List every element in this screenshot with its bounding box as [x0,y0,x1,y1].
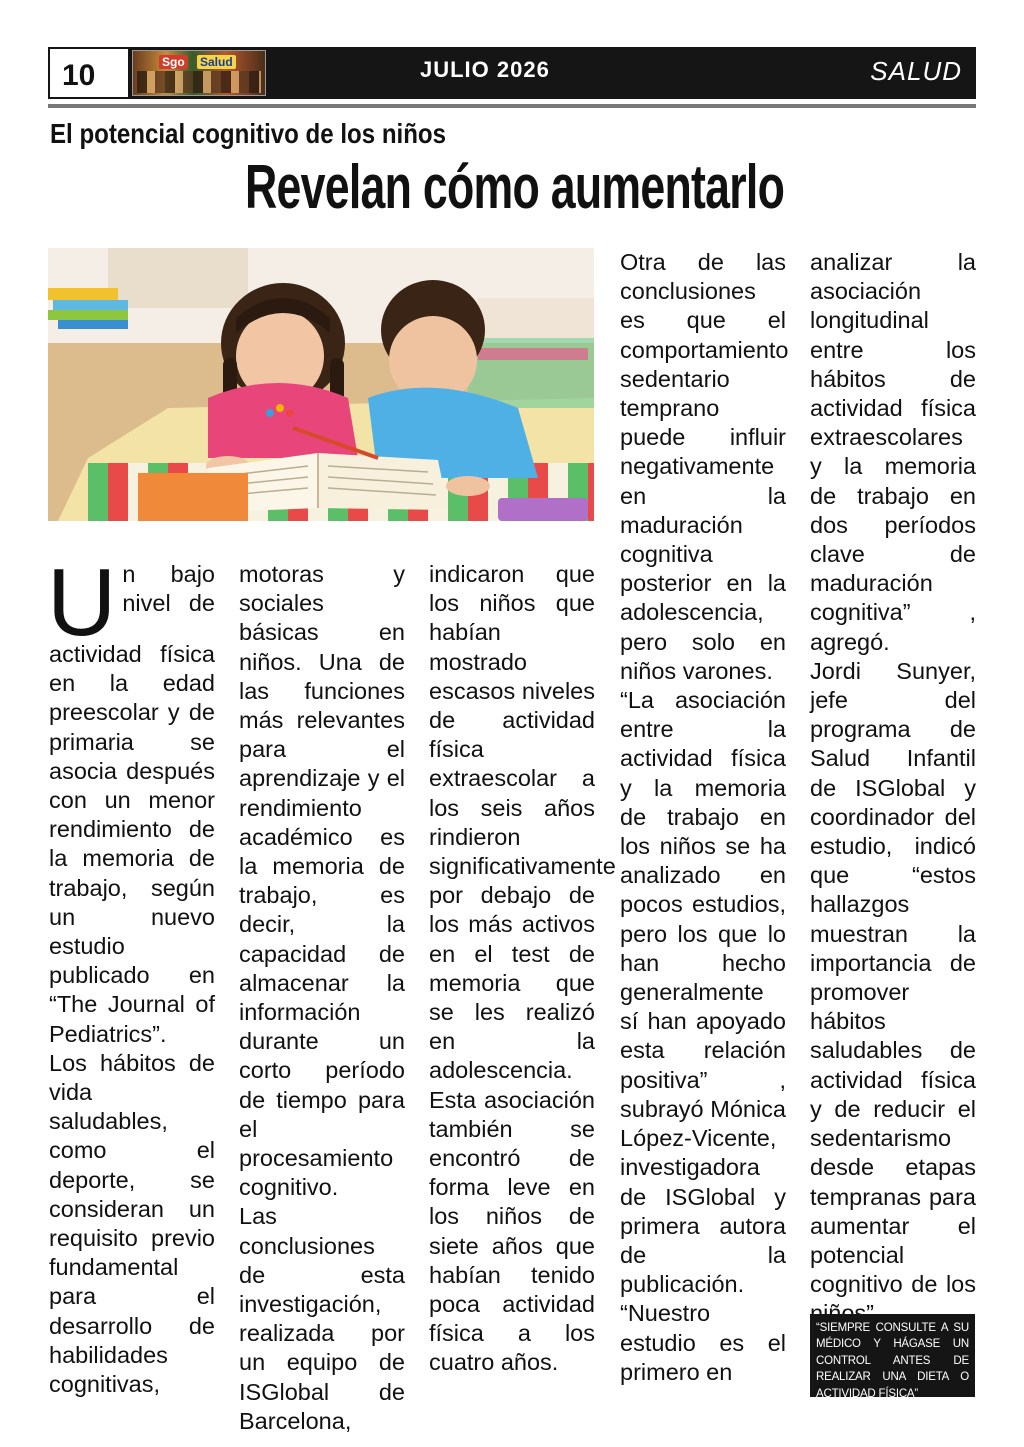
paragraph: Las conclusiones de esta investigación, realizada por un equipo de ISGlobal de Barcelona, [239,1203,405,1434]
section-name: SALUD [870,56,962,86]
issue-date: JULIO 2026 [420,57,550,82]
page-number-box [48,47,130,99]
logo-text-sgo: Sgo [159,55,188,69]
children-reading-illustration [48,248,594,521]
paragraph: motoras y sociales básicas en niños. Una de las funciones más relevantes para el aprendizaje y el rendimiento académico es la memoria de trabajo, es decir, la capacidad de almacenar la información durante un corto período de tiempo para el procesamiento cognitivo. [239,561,405,1201]
paragraph: indicaron que los niños que habían mostrado escasos niveles de actividad física extraescolar a los seis años rindieron significativamente por debajo de los más activos en el test de memoria que se les realizó en la adolescencia. [429,561,616,1084]
paragraph: Otra de las conclusiones es que el comportamiento sedentario temprano puede influir negativamente en la maduración cognitiva posterior en la adolescencia, pero solo en niños varones. [620,249,789,684]
article-photo [48,248,594,521]
paragraph: n bajo nivel de actividad física en la edad preescolar y de primaria se asocia después con un menor rendimiento de la memoria de trabajo, según un nuevo estudio publicado en “The Journal of Pediatrics”. [49,561,215,1047]
paragraph: Jordi Sunyer, jefe del programa de Salud Infantil de ISGlobal y coordinador del estudio, indicó que “estos hallazgos muestran la importancia de promover hábitos saludables de actividad física y de reducir el sedentarismo desde etapas tempranas para aumentar el potencial cognitivo de los [810,657,976,1298]
article-kicker: El potencial cognitivo de los niños [50,118,447,149]
paragraph: analizar la asociación longitudinal entre los hábitos de actividad física extraescolares y la memoria de trabajo en dos períodos clave de maduración cognitiva” , agregó. [810,249,976,655]
health-disclaimer-box: “SIEMPRE CONSULTE A SU MÉDICO Y HÁGASE UN CONTROL ANTES DE REALIZAR UNA DIETA O ACTIVIDAD FÍSICA” [810,1314,975,1397]
header-rule [48,104,976,108]
article-column-2 [239,560,405,1436]
logo-artwork [137,71,261,93]
paragraph: “La asociación entre la actividad física y la memoria de trabajo en los niños se ha analizado en pocos estudios, pero los que lo han hecho generalmente sí han apoyado esta relación positiva” , subrayó Mónica López-Vicente, investigadora de ISGlobal y primera autora de la publicación. “Nuestro estudio es el primero en [620,687,786,1385]
page-number: 10 [62,59,96,92]
article-column-3 [429,560,616,1378]
paragraph: Los hábitos de vida saludables, como el deporte, se consideran un requisito previo fundamental para el desarrollo de habilidades cognitivas, [49,1049,215,1398]
article-headline: Revelan cómo aumentarlo [245,153,785,222]
article-column-4 [620,248,789,1387]
page-header [48,47,976,99]
publication-logo [132,50,266,96]
paragraph: Esta asociación también se encontró de forma leve en los niños de siete años que habían tenido poca actividad física a los cuatro años. [429,1086,595,1376]
drop-cap: U [47,549,117,656]
article-column-1 [47,549,215,1399]
logo-text-salud: Salud [197,55,236,69]
article-column-5 [810,248,976,1329]
